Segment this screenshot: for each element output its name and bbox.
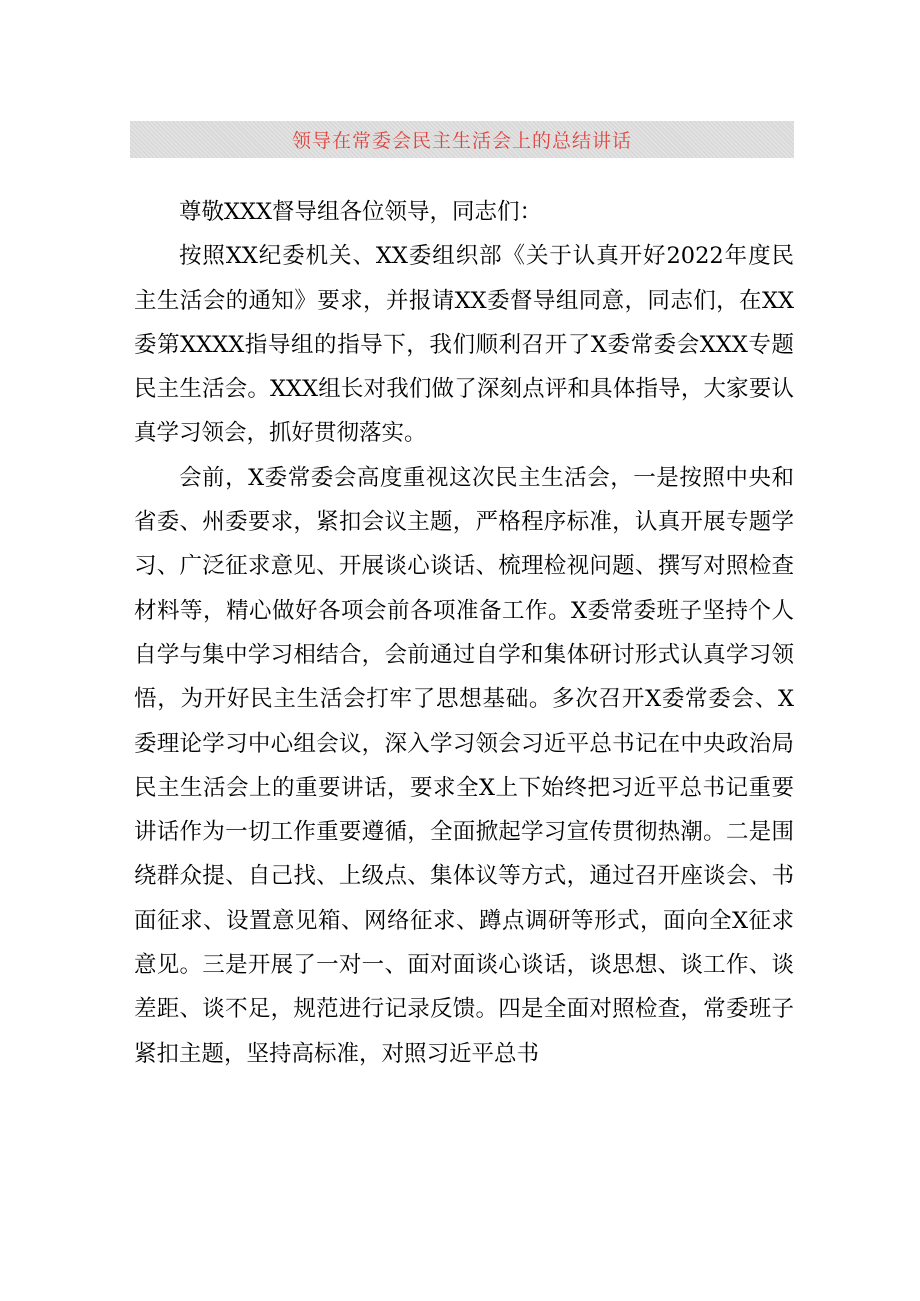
salutation-paragraph: 尊敬XXX督导组各位领导，同志们： — [179, 199, 543, 225]
title-banner — [130, 121, 794, 158]
document-body — [134, 190, 794, 1076]
document-title: 领导在常委会民主生活会上的总结讲话 — [291, 130, 632, 152]
body-paragraph-2: 会前，X委常委会高度重视这次民主生活会，一是按照中央和省委、州委要求，紧扣会议主题，严格程序标准，认真开展专题学习、广泛征求意见、开展谈心谈话、梳理检视问题、撰写对照检查材料等，精心做好各项会前各项准备工作。X委常委班子坚持个人自学与集中学习相结合，会前通过自学和集体研讨形式认真学习领悟，为开好民主生活会打牢了思想基础。多次召开X委常委会、X委理论学习中心组会议，深入学习领会习近平总书记在中央政治局民主生活会上的重要讲话，要求全X上下始终把习近平总书记重要讲话作为一切工作重要遵循，全面掀起学习宣传贯彻热潮。二是围绕群众提、自己找、上级点、集体议等方式，通过召开座谈会、书面征求、设置意见箱、网络征求、蹲点调研等形式，面向全X征求意见。三是开展了一对一、面对面谈心谈话，谈思想、谈工作、谈差距、谈不足，规范进行记录反馈。四是全面对照检查，常委班子紧扣主题，坚持高标准，对照习近平总书 — [134, 464, 794, 1067]
body-paragraph-1: 按照XX纪委机关、XX委组织部《关于认真开好2022年度民主生活会的通知》要求，并报请XX委督导组同意，同志们，在XX委第XXXX指导组的指导下，我们顺利召开了X委常委会XXX专题民主生活会。XXX组长对我们做了深刻点评和具体指导，大家要认真学习领会，抓好贯彻落实。 — [134, 243, 794, 447]
